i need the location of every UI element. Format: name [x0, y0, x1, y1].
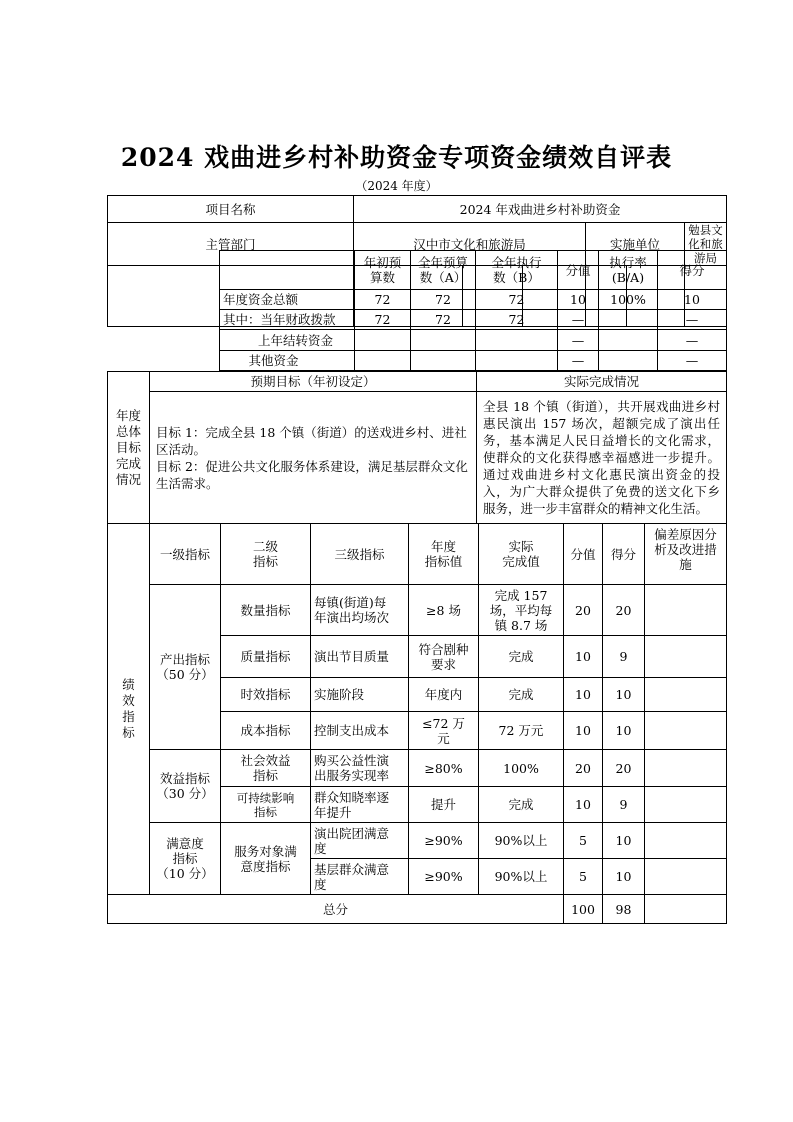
row-level3: 群众知晓率逐 年提升 [311, 787, 409, 823]
funds-row-label: 其中：当年财政拨款 [220, 310, 355, 330]
impl-value: 勉县文化和旅游局 [685, 223, 727, 266]
row-score-value: 5 [564, 859, 603, 895]
goals-expected-header: 预期目标（年初设定） [150, 372, 477, 392]
funds-table [219, 250, 727, 371]
funds-row [220, 330, 727, 351]
funds-h-exec: 全年执行 数（B） [476, 251, 558, 290]
funds-h-rate: 执行率 (B/A) [599, 251, 658, 290]
row-level2: 时效指标 [221, 678, 311, 712]
funds-row-annual: 72 [411, 310, 476, 330]
project-name-label: 项目名称 [108, 196, 354, 223]
row-deviation [645, 585, 727, 636]
row-score-value: 20 [564, 750, 603, 787]
row-score: 10 [603, 712, 645, 750]
row-target: ≥8 场 [409, 585, 479, 636]
row-score: 10 [603, 678, 645, 712]
dept-label: 主管部门 [108, 223, 354, 266]
funds-row-label: 年度资金总额 [220, 290, 355, 310]
row-score-value: 10 [564, 712, 603, 750]
row-deviation [645, 859, 727, 895]
funds-row-initial: 72 [355, 290, 411, 310]
funds-row-rate [599, 351, 658, 371]
total-label: 总分 [108, 895, 564, 924]
funds-row-exec: 72 [476, 290, 558, 310]
funds-row-initial [355, 351, 411, 371]
funds-row [220, 351, 727, 371]
year-note: （2024 年度） [355, 179, 438, 193]
funds-h-score-value: 分值 [558, 251, 599, 290]
funds-row [220, 310, 727, 330]
row-score-value: 10 [564, 787, 603, 823]
funds-h-score: 得分 [658, 251, 727, 290]
row-score-value: 5 [564, 823, 603, 859]
funds-row-score: — [658, 330, 727, 351]
indicators-table [107, 523, 727, 924]
row-score: 9 [603, 787, 645, 823]
group-benefit: 效益指标 （30 分） [150, 750, 221, 823]
funds-row-score-value: — [558, 351, 599, 371]
row-score-value: 10 [564, 636, 603, 678]
row-deviation [645, 678, 727, 712]
row-level3: 控制支出成本 [311, 712, 409, 750]
goals-label: 年度 总体 目标 完成 情况 [108, 372, 150, 524]
funds-row-score: — [658, 351, 727, 371]
funds-row-score-value: — [558, 310, 599, 330]
row-actual: 90%以上 [479, 823, 564, 859]
row-target: 提升 [409, 787, 479, 823]
row-actual: 100% [479, 750, 564, 787]
table-row [108, 823, 727, 859]
total-score-value: 100 [564, 895, 603, 924]
row-score: 20 [603, 585, 645, 636]
row-score: 9 [603, 636, 645, 678]
funds-row-score-value: 10 [558, 290, 599, 310]
row-level2: 可持续影响 指标 [221, 787, 311, 823]
ind-header-level1: 一级指标 [150, 524, 221, 585]
funds-h-annual: 全年预算 数（A） [411, 251, 476, 290]
total-score: 98 [603, 895, 645, 924]
funds-row-score: — [658, 310, 727, 330]
goals-actual-header: 实际完成情况 [477, 372, 727, 392]
funds-row-annual [411, 351, 476, 371]
row-actual: 完成 [479, 636, 564, 678]
table-row [108, 750, 727, 787]
row-target: 年度内 [409, 678, 479, 712]
ind-header-deviation: 偏差原因分 析及改进措 施 [645, 524, 727, 585]
row-level2: 社会效益 指标 [221, 750, 311, 787]
goals-expected-text: 目标 1：完成全县 18 个镇（街道）的送戏进乡村、进社区活动。 目标 2：促进公共文化服务体系建设，满足基层群众文化生活需求。 [150, 392, 477, 524]
row-level3: 实施阶段 [311, 678, 409, 712]
funds-row-exec [476, 330, 558, 351]
impl-label: 实施单位 [586, 223, 685, 266]
project-name-value: 2024 年戏曲进乡村补助资金 [354, 196, 727, 223]
row-deviation [645, 823, 727, 859]
row-level3: 基层群众满意 度 [311, 859, 409, 895]
row-level2: 质量指标 [221, 636, 311, 678]
ind-header-actual: 实际 完成值 [479, 524, 564, 585]
row-deviation [645, 787, 727, 823]
row-score: 10 [603, 859, 645, 895]
table-row [108, 585, 727, 636]
document-title: 2024 戏曲进乡村补助资金专项资金绩效自评表 [120, 143, 673, 172]
funds-row-initial [355, 330, 411, 351]
row-actual: 完成 157 场，平均每 镇 8.7 场 [479, 585, 564, 636]
row-score: 20 [603, 750, 645, 787]
funds-row-rate [599, 310, 658, 330]
funds-row-rate: 100% [599, 290, 658, 310]
row-score-value: 20 [564, 585, 603, 636]
ind-header-target: 年度 指标值 [409, 524, 479, 585]
funds-row-label: 其他资金 [220, 351, 355, 371]
row-deviation [645, 750, 727, 787]
funds-h-initial: 年初预 算数 [355, 251, 411, 290]
funds-row-score: 10 [658, 290, 727, 310]
goals-actual-text: 全县 18 个镇（街道），共开展戏曲进乡村惠民演出 157 场次，超额完成了演出任务，基本满足人民日益增长的文化需求，使群众的文化获得感幸福感进一步提升。通过戏曲进乡村文化惠民演出资金的投入，为广大群众提供了免费的送文化下乡服务，进一步丰富群众的精神文化生活。 [477, 392, 727, 524]
row-actual: 完成 [479, 787, 564, 823]
row-score: 10 [603, 823, 645, 859]
row-target: ≤72 万 元 [409, 712, 479, 750]
row-target: 符合剧种 要求 [409, 636, 479, 678]
row-level3: 购买公益性演 出服务实现率 [311, 750, 409, 787]
group-satisfaction: 满意度 指标 （10 分） [150, 823, 221, 895]
row-actual: 72 万元 [479, 712, 564, 750]
goals-table [107, 371, 727, 524]
funds-row-exec: 72 [476, 310, 558, 330]
row-target: ≥90% [409, 823, 479, 859]
ind-header-score-value: 分值 [564, 524, 603, 585]
funds-row-exec [476, 351, 558, 371]
group-output: 产出指标 （50 分） [150, 585, 221, 750]
row-actual: 完成 [479, 678, 564, 712]
row-level2: 数量指标 [221, 585, 311, 636]
funds-row-annual: 72 [411, 290, 476, 310]
funds-row-rate [599, 330, 658, 351]
ind-header-level3: 三级指标 [311, 524, 409, 585]
row-deviation [645, 636, 727, 678]
funds-row-initial: 72 [355, 310, 411, 330]
row-target: ≥80% [409, 750, 479, 787]
ind-header-score: 得分 [603, 524, 645, 585]
funds-row-score-value: — [558, 330, 599, 351]
row-target: ≥90% [409, 859, 479, 895]
funds-header-blank-cell [220, 251, 355, 290]
row-score-value: 10 [564, 678, 603, 712]
row-level3: 每镇(街道)每 年演出均场次 [311, 585, 409, 636]
funds-row-label: 上年结转资金 [220, 330, 355, 351]
total-row [108, 895, 727, 924]
row-level3: 演出节目质量 [311, 636, 409, 678]
row-level2: 服务对象满 意度指标 [221, 823, 311, 895]
funds-row [220, 290, 727, 310]
total-deviation [645, 895, 727, 924]
ind-header-level2: 二级 指标 [221, 524, 311, 585]
indicators-label: 绩 效 指 标 [108, 524, 150, 895]
funds-row-annual [411, 330, 476, 351]
dept-value: 汉中市文化和旅游局 [354, 223, 586, 266]
row-actual: 90%以上 [479, 859, 564, 895]
row-level2: 成本指标 [221, 712, 311, 750]
row-deviation [645, 712, 727, 750]
row-level3: 演出院团满意 度 [311, 823, 409, 859]
